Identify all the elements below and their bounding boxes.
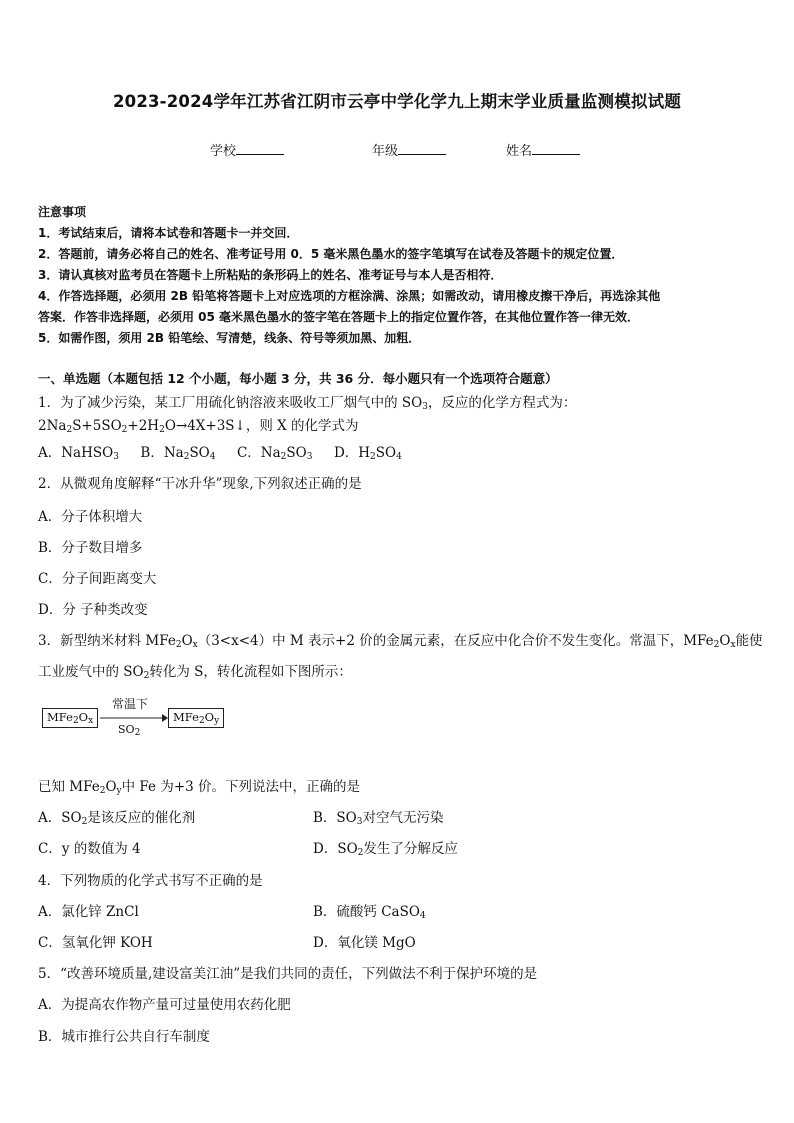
grade-field xyxy=(372,140,446,159)
school-label: 学校 xyxy=(210,144,237,159)
option-b[interactable]: B．硫酸钙 CaSO$_4$ xyxy=(313,904,426,921)
option-a[interactable]: A．$SO_2$是该反应的催化剂 xyxy=(38,810,196,827)
notice-item: 1．考试结束后，请将本试卷和答题卡一并交回． xyxy=(38,226,299,240)
name-field xyxy=(506,140,580,159)
question-3-stem-cont: 工业废气中的 $SO_2$转化为 S，转化流程如下图所示： xyxy=(38,664,352,681)
name-blank xyxy=(532,142,580,155)
condition-label: 常温下 xyxy=(112,697,149,711)
question-4-stem: 4．下列物质的化学式书写不正确的是 xyxy=(38,873,263,889)
option-c[interactable]: C．y 的数值为 4 xyxy=(38,841,141,857)
section-heading: 一、单选题（本题包括 12 个小题，每小题 3 分，共 36 分．每小题只有一个选项符合题意） xyxy=(38,371,558,386)
question-1-options xyxy=(38,441,402,462)
option-a[interactable]: A．分子体积增大 xyxy=(38,509,143,525)
arrow-icon xyxy=(100,713,168,723)
question-3-stem: 3．新型纳米材料 $MFe_2O_x(3<x<4)$中 M 表示+2 价的金属元素，在反应中化合价不发生变化。常温下，$MFe_2O_x$能使 xyxy=(38,633,763,650)
option-c[interactable]: C．$Na_2SO_3$ xyxy=(236,445,313,462)
option-b[interactable]: B．城市推行公共自行车制度 xyxy=(38,1029,210,1045)
option-a[interactable]: A．NaHSO$_3$ xyxy=(38,445,119,462)
question-2-stem: 2．从微观角度解释“干冰升华”现象,下列叙述正确的是 xyxy=(38,476,362,492)
notice-heading: 注意事项 xyxy=(38,205,87,219)
school-blank xyxy=(236,142,284,155)
notice-item: 4．作答选择题，必须用 2B 铅笔将答题卡上对应选项的方框涂满、涂黑；如需改动，请用橡皮擦干净后，再选涂其他 xyxy=(38,289,661,303)
option-d[interactable]: D．分 子种类改变 xyxy=(38,602,148,618)
option-c[interactable]: C．分子间距离变大 xyxy=(38,571,157,587)
option-d[interactable]: D．氧化镁 MgO xyxy=(313,935,416,951)
notice-item: 答案．作答非选择题，必须用 05 毫米黑色墨水的签字笔在答题卡上的指定位置作答，在其他位置作答一律无效． xyxy=(38,310,640,324)
option-b[interactable]: B．$Na_2SO_4$ xyxy=(140,445,216,462)
option-a[interactable]: A．为提高农作物产量可过量使用农药化肥 xyxy=(38,997,291,1013)
notice-item: 5．如需作图，须用 2B 铅笔绘、写清楚，线条、符号等须加黑、加粗． xyxy=(38,331,421,345)
school-field xyxy=(210,140,284,159)
name-label: 姓名 xyxy=(506,144,533,159)
question-1-stem: 1．为了减少污染，某工厂用硫化钠溶液来吸收工厂烟气中的 $SO_3$，反应的化学方程式为： xyxy=(38,395,577,412)
grade-blank xyxy=(398,142,446,155)
notice-item: 3．请认真核对监考员在答题卡上所粘贴的条形码上的姓名、准考证号与本人是否相符． xyxy=(38,268,503,282)
grade-label: 年级 xyxy=(372,144,399,159)
reagent-label: $SO_2$ xyxy=(118,723,141,738)
question-3-known: 已知 $MFe_2O_y$中 Fe 为+3 价。下列说法中，正确的是 xyxy=(38,779,361,796)
option-b[interactable]: B．$SO_3$对空气无污染 xyxy=(313,810,444,827)
option-a[interactable]: A．氯化锌 ZnCl xyxy=(38,904,139,920)
question-5-stem: 5．“改善环境质量,建设富美江油”是我们共同的责任，下列做法不利于保护环境的是 xyxy=(38,966,538,982)
product-box: $MFe_2O_y$ xyxy=(168,708,224,728)
page-title: 2023-2024学年江苏省江阴市云亭中学化学九上期末学业质量监测模拟试题 xyxy=(112,92,682,111)
option-d[interactable]: D．$H_2SO_4$ xyxy=(333,445,402,462)
option-b[interactable]: B．分子数目增多 xyxy=(38,540,143,556)
notice-item: 2．答题前，请务必将自己的姓名、准考证号用 0．5 毫米黑色墨水的签字笔填写在试卷及答题卡的规定位置． xyxy=(38,247,624,261)
option-d[interactable]: D．$SO_2$发生了分解反应 xyxy=(313,841,458,858)
option-c[interactable]: C．氢氧化钾 KOH xyxy=(38,935,153,951)
question-1-equation: $2Na_2S+5SO_2+2H_2O\to 4X+3S↓$，则 X 的化学式为 xyxy=(38,418,359,435)
reactant-box: $MFe_2O_x$ xyxy=(42,708,98,728)
conversion-diagram xyxy=(42,695,232,740)
